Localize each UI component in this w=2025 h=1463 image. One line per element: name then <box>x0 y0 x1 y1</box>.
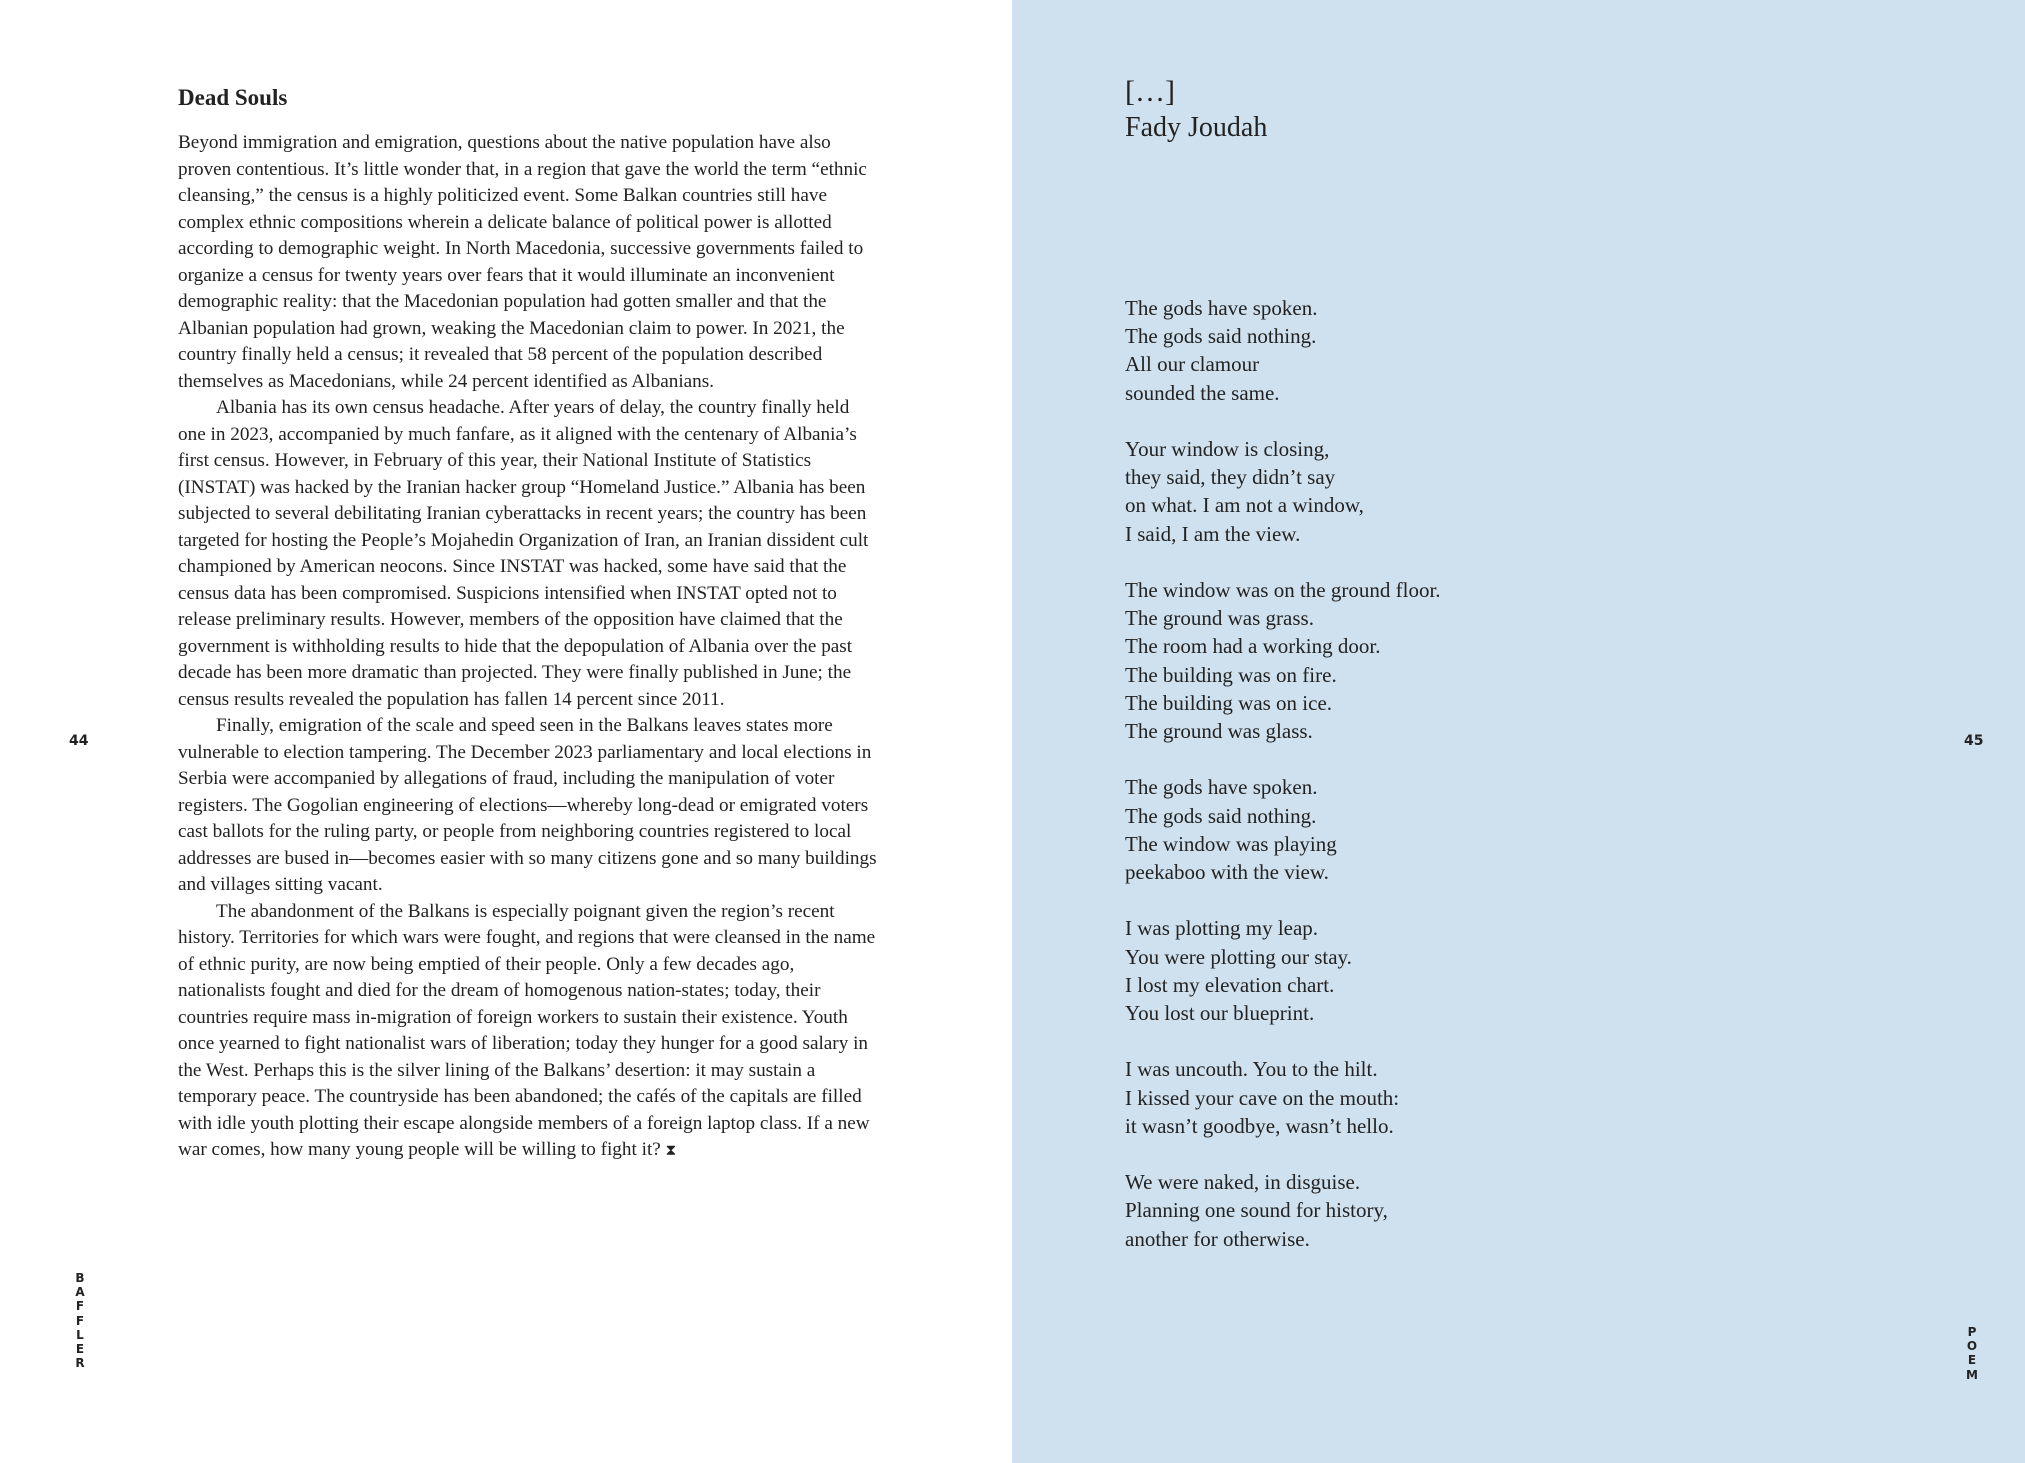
poem-line: The building was on fire. <box>1125 662 1337 687</box>
poem-line: The ground was grass. <box>1125 606 1314 631</box>
poem-line: I lost my elevation chart. <box>1125 972 1335 997</box>
poem-line: The window was on the ground floor. <box>1125 578 1441 602</box>
left-page <box>0 0 1012 1463</box>
poem-body <box>1125 294 1545 1281</box>
publication-label-letter: E <box>75 1342 85 1357</box>
poem-stanza <box>1125 1055 1545 1140</box>
poem-line: another for otherwise. <box>1125 1226 1310 1251</box>
section-label-letter: M <box>1966 1367 1978 1382</box>
article-body <box>178 130 878 1165</box>
page-number-left: 44 <box>69 733 89 749</box>
poem-line: All our clamour <box>1125 352 1260 377</box>
poem-stanza <box>1125 773 1545 886</box>
poem-line: You were plotting our stay. <box>1125 944 1352 969</box>
page-number-right: 45 <box>1964 733 1984 749</box>
poem-stanza <box>1125 576 1545 745</box>
section-label <box>1962 1325 1982 1382</box>
end-mark-icon: ⧗ <box>665 1143 677 1159</box>
article-paragraph-text: The abandonment of the Balkans is especially poignant given the region’s recent history. Territories for which wars were fought, and regions that were cleansed in the name of ethnic purity, are now being emptied of their people. Only a few decades ago, nationalists fought and died for the dream of homogenous nation-states; today, their countries require mass in-migration of foreign workers to sustain their existence. Youth once yearned to fight nationalist wars of liberation; today they hunger for a good salary in the West. Perhaps this is the silver lining of the Balkans’ desertion: it may sustain a temporary peace. The countryside has been abandoned; the cafés of the capitals are filled with idle youth plotting their escape alongside members of a foreign laptop class. If a new war comes, how many young people will be willing to fight it? <box>178 900 876 1160</box>
publication-label-letter: A <box>75 1285 85 1300</box>
poem-stanza <box>1125 294 1545 407</box>
poem-line: it wasn’t goodbye, wasn’t hello. <box>1125 1113 1394 1138</box>
article-paragraph: Albania has its own census headache. After years of delay, the country finally held one in 2023, accompanied by much fanfare, as it aligned with the centenary of Albania’s first census. However, in February of this year, their National Institute of Statistics (INSTAT) was hacked by the Iranian hacker group “Homeland Justice.” Albania has been subjected to several debilitating Iranian cyberattacks in recent years; the country has been targeted for hosting the People’s Mojahedin Organization of Iran, an Iranian dissident cult championed by American neocons. Since INSTAT was hacked, some have said that the census data has been compromised. Suspicions intensified when INSTAT opted not to release preliminary results. However, members of the opposition have claimed that the government is withholding results to hide that the depopulation of Albania over the past decade has been more dramatic than projected. They were finally published in June; the census results revealed the population has fallen 14 percent since 2011. <box>178 397 869 710</box>
poem-line: peekaboo with the view. <box>1125 860 1329 885</box>
poem-line: We were naked, in disguise. <box>1125 1170 1361 1195</box>
poem-line: The gods said nothing. <box>1125 803 1317 828</box>
poem-line: The building was on ice. <box>1125 690 1333 715</box>
poem-stanza <box>1125 435 1545 548</box>
article-paragraph: Beyond immigration and emigration, questions about the native population have also proven contentious. It’s little wonder that, in a region that gave the world the term “ethnic cleansing,” the census is a highly politicized event. Some Balkan countries still have complex ethnic compositions wherein a delicate balance of political power is allotted according to demographic weight. In North Macedonia, successive governments failed to organize a census for twenty years over fears that it would illuminate an inconvenient demographic reality: that the Macedonian population had gotten smaller and that the Albanian population had grown, weaking the Macedonian claim to power. In 2021, the country finally held a census; it revealed that 58 percent of the population described themselves as Macedonians, while 24 percent identified as Albanians. <box>178 132 867 392</box>
poem-stanza <box>1125 914 1545 1027</box>
poem-line: on what. I am not a window, <box>1125 493 1364 518</box>
poem-line: The window was playing <box>1125 831 1337 856</box>
poem-line: I said, I am the view. <box>1125 521 1301 546</box>
poem-author: Fady Joudah <box>1125 112 1268 143</box>
section-heading: Dead Souls <box>178 85 288 110</box>
publication-label-letter: F <box>75 1299 85 1314</box>
poem-stanza <box>1125 1168 1545 1253</box>
section-label-letter: E <box>1967 1353 1977 1368</box>
poem-line: The gods said nothing. <box>1125 324 1317 349</box>
publication-label-letter: R <box>75 1356 85 1371</box>
poem-line: Planning one sound for history, <box>1125 1198 1388 1223</box>
poem-line: The room had a working door. <box>1125 634 1381 659</box>
poem-line: The ground was glass. <box>1125 719 1313 744</box>
poem-title: […] <box>1125 75 1175 108</box>
publication-label <box>70 1271 90 1370</box>
publication-label-letter: B <box>75 1271 85 1285</box>
poem-line: I was plotting my leap. <box>1125 916 1319 941</box>
poem-line: You lost our blueprint. <box>1125 1001 1315 1026</box>
publication-label-letter: L <box>76 1327 84 1342</box>
article-paragraph <box>178 899 878 1165</box>
poem-line: The gods have spoken. <box>1125 775 1318 800</box>
poem-line: Your window is closing, <box>1125 437 1330 461</box>
article-paragraph: Finally, emigration of the scale and speed seen in the Balkans leaves states more vulnerable to election tampering. The December 2023 parliamentary and local elections in Serbia were accompanied by allegations of fraud, including the manipulation of voter registers. The Gogolian engineering of elections—whereby long-dead or emigrated voters cast ballots for the ruling party, or people from neighboring countries registered to local addresses are bused in—becomes easier with so many citizens gone and so many buildings and villages sitting vacant. <box>178 715 877 895</box>
section-label-letter: P <box>1967 1325 1977 1339</box>
poem-line: sounded the same. <box>1125 380 1280 405</box>
poem-line: The gods have spoken. <box>1125 296 1318 320</box>
poem-line: I kissed your cave on the mouth: <box>1125 1085 1400 1110</box>
poem-line: they said, they didn’t say <box>1125 465 1336 490</box>
publication-label-letter: F <box>75 1313 85 1328</box>
poem-line: I was uncouth. You to the hilt. <box>1125 1057 1378 1082</box>
section-label-letter: O <box>1966 1339 1978 1354</box>
